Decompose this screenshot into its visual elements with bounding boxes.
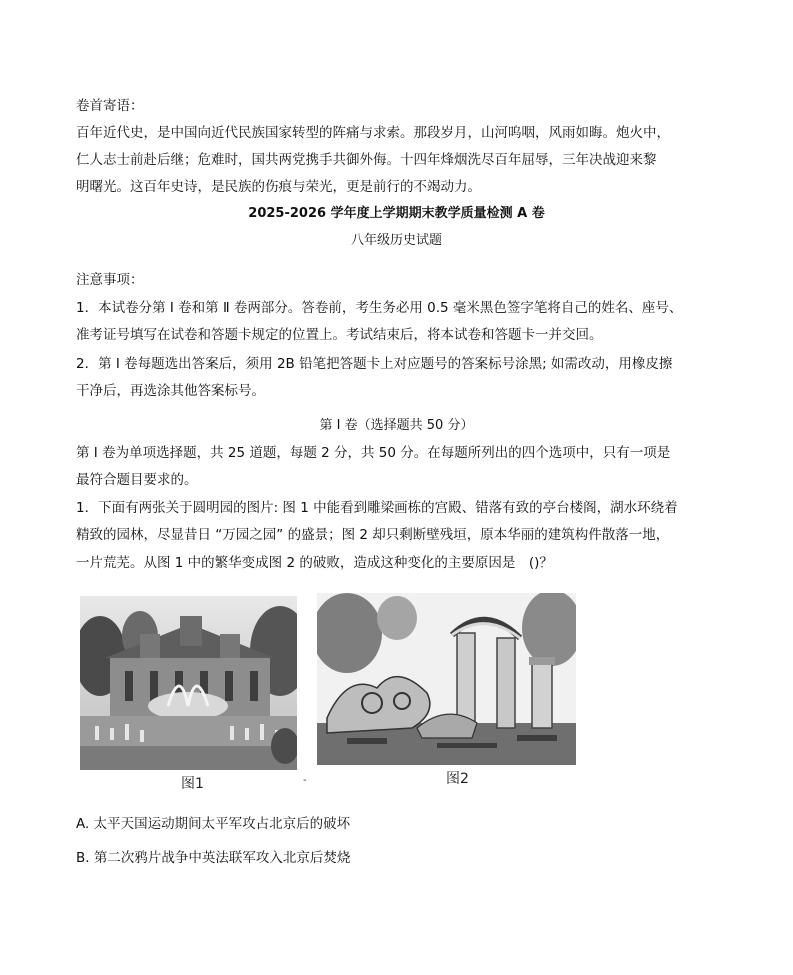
figure2-caption: 图2 xyxy=(446,771,469,787)
notes-heading: 注意事项： xyxy=(76,272,144,288)
question-line: 1．下面有两张关于圆明园的图片: 图 1 中能看到雕梁画栋的宫殿、错落有致的亭台楼阁，湖水环绕着 xyxy=(76,500,678,516)
exam-subtitle: 八年级历史试题 xyxy=(350,233,442,248)
notes-line: 1．本试卷分第 Ⅰ 卷和第 Ⅱ 卷两部分。答卷前，考生务必用 0.5 毫米黑色签字笔将自己的姓名、座号、 xyxy=(76,300,683,316)
notes-line: 2．第 Ⅰ 卷每题选出答案后，须用 2B 铅笔把答题卡上对应题号的答案标号涂黑; 如需改动，用橡皮擦 xyxy=(76,356,673,372)
question-line: 精致的园林，尽显昔日 “万园之园” 的盛景；图 2 却只剩断壁残垣，原本华丽的建筑构件散落一地， xyxy=(76,527,670,543)
preface-heading: 卷首寄语： xyxy=(76,98,144,114)
figure1-caption: 图1 xyxy=(181,776,204,792)
figure2-ruins-image xyxy=(317,593,576,765)
figure1-palace-image xyxy=(80,596,297,770)
section-title: 第 Ⅰ 卷（选择题共 50 分） xyxy=(319,418,474,433)
preface-line: 明曙光。这百年史诗，是民族的伤痕与荣光，更是前行的不竭动力。 xyxy=(76,179,481,195)
preface-line: 百年近代史，是中国向近代民族国家转型的阵痛与求索。那段岁月，山河呜咽，风雨如晦。炮火中， xyxy=(76,125,670,141)
option-b: B. 第二次鸦片战争中英法联军攻入北京后焚烧 xyxy=(76,850,351,866)
section-line: 第 Ⅰ 卷为单项选择题，共 25 道题，每题 2 分，共 50 分。在每题所列出的四个选项中，只有一项是 xyxy=(76,445,671,461)
question-line: 一片荒芜。从图 1 中的繁华变成图 2 的破败，造成这种变化的主要原因是 ()？ xyxy=(76,555,553,571)
preface-line: 仁人志士前赴后继；危难时，国共两党携手共御外侮。十四年烽烟洗尽百年屈辱，三年决战迎来黎 xyxy=(76,152,657,168)
option-a: A. 太平天国运动期间太平军攻占北京后的破坏 xyxy=(76,816,351,832)
notes-line: 准考证号填写在试卷和答题卡规定的位置上。考试结束后，将本试卷和答题卡一并交回。 xyxy=(76,327,603,343)
exam-title: 2025-2026 学年度上学期期末教学质量检测 A 卷 xyxy=(248,206,545,221)
notes-line: 干净后，再选涂其他答案标号。 xyxy=(76,383,265,399)
section-line: 最符合题目要求的。 xyxy=(76,472,198,488)
separator-mark: - xyxy=(303,775,307,786)
